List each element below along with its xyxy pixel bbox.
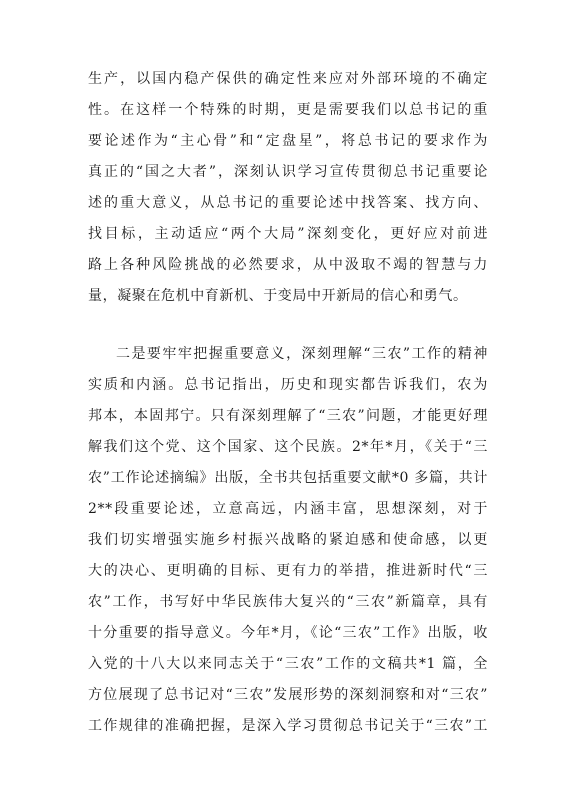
paragraph-2-line-3: 邦本，本固邦宁。只有深刻理解了“三农”问题，才能更好理: [88, 408, 488, 424]
paragraph-1-line-3: 要论述作为“主心骨”和“定盘星”，将总书记的要求作为: [88, 133, 488, 149]
paragraph-2-line-5: 农”工作论述摘编》出版，全书共包括重要文献*0 多篇，共计: [88, 470, 488, 486]
paragraph-2-line-1: 二是要牢牢把握重要意义，深刻理解“三农”工作的精神: [116, 346, 488, 362]
paragraph-2-line-13: 工作规律的准确把握，是深入学习贯彻总书记关于“三农”工: [88, 718, 488, 734]
paragraph-2-line-8: 大的决心、更明确的目标、更有力的举措，推进新时代“三: [88, 563, 488, 579]
paragraph-2-line-9: 农”工作，书写好中华民族伟大复兴的“三农”新篇章，具有: [88, 594, 488, 610]
paragraph-2-line-12: 方位展现了总书记对“三农”发展形势的深刻洞察和对“三农”: [88, 687, 488, 703]
paragraph-1-line-5: 述的重大意义，从总书记的重要论述中找答案、找方向、: [88, 195, 488, 211]
paragraph-2-line-6: 2**段重要论述，立意高远，内涵丰富，思想深刻，对于: [88, 501, 488, 517]
paragraph-2-line-2: 实质和内涵。总书记指出，历史和现实都告诉我们，农为: [88, 377, 488, 393]
paragraph-1-line-2: 性。在这样一个特殊的时期，更是需要我们以总书记的重: [88, 102, 488, 118]
paragraph-1-line-1: 生产，以国内稳产保供的确定性来应对外部环境的不确定: [88, 71, 488, 87]
paragraph-1-line-7: 路上各种风险挑战的必然要求，从中汲取不竭的智慧与力: [88, 257, 488, 273]
paragraph-2-line-10: 十分重要的指导意义。今年*月，《论“三农”工作》出版，收: [88, 625, 488, 641]
paragraph-1-line-6: 找目标，主动适应“两个大局”深刻变化，更好应对前进: [88, 226, 488, 242]
paragraph-1-line-4: 真正的“国之大者”，深刻认识学习宣传贯彻总书记重要论: [88, 164, 488, 180]
paragraph-1-line-8: 量，凝聚在危机中育新机、于变局中开新局的信心和勇气。: [88, 288, 468, 304]
paragraph-2-line-11: 入党的十八大以来同志关于“三农”工作的文稿共*1 篇，全: [88, 656, 488, 672]
paragraph-2-line-4: 解我们这个党、这个国家、这个民族。2*年*月，《关于“三: [88, 439, 488, 455]
paragraph-2-line-7: 我们切实增强实施乡村振兴战略的紧迫感和使命感，以更: [88, 532, 488, 548]
